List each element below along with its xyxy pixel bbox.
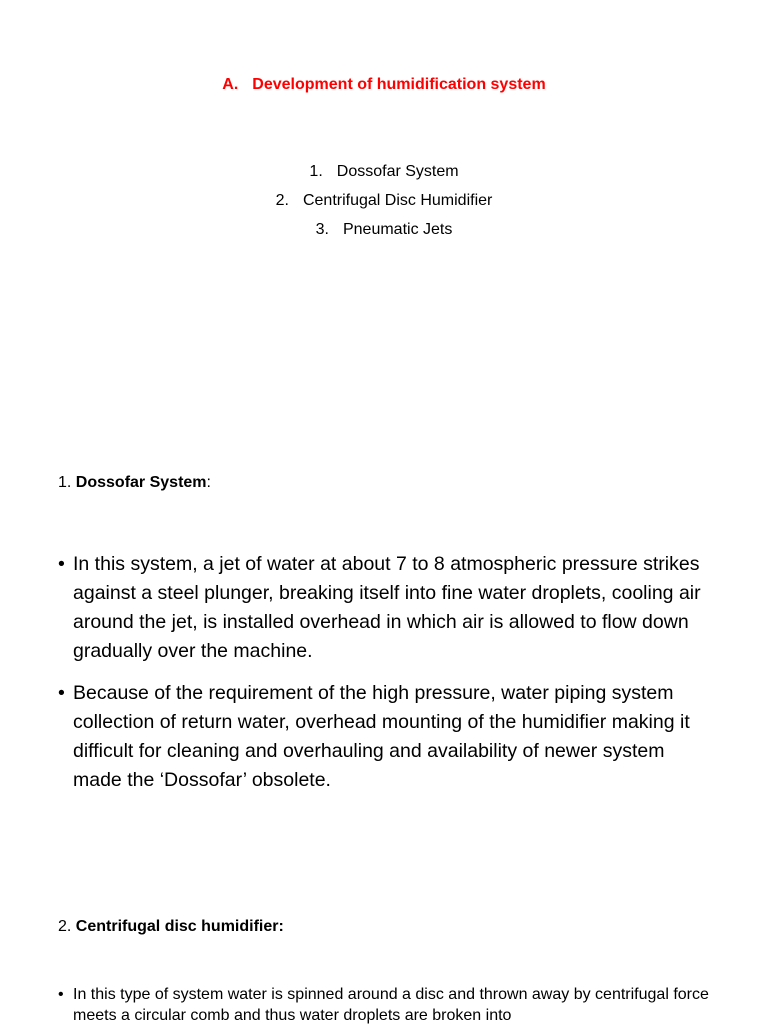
list-item: 2. Centrifugal Disc Humidifier: [275, 192, 493, 209]
bullet-item: [58, 679, 718, 795]
heading-text: Development of humidification system: [252, 76, 546, 93]
section-title-dossofar: 1. Dossofar System:: [58, 474, 211, 491]
system-list: [0, 160, 768, 247]
bullet-text: In this system, a jet of water at about 7 to 8 atmospheric pressure strikes against a steel plunger, breaking itself into fine water droplets, cooling air around the jet, is installed overhead in which air is allowed to flow down gradually over the machine.: [73, 553, 701, 662]
centrifugal-bullet-list: [58, 984, 718, 1024]
bullet-text: In this type of system water is spinned around a disc and thrown away by centrifugal force meets a circular comb and thus water droplets are broken into: [73, 986, 709, 1024]
list-item: 1. Dossofar System: [309, 163, 459, 180]
section-title-centrifugal: 2. Centrifugal disc humidifier:: [58, 918, 284, 935]
dossofar-bullet-list: [58, 550, 718, 808]
bullet-glyph: •: [58, 553, 65, 575]
bullet-glyph: •: [58, 986, 64, 1003]
bullet-item: [58, 550, 718, 666]
bullet-item: [58, 984, 718, 1024]
bullet-glyph: •: [58, 682, 65, 704]
list-item: 3. Pneumatic Jets: [315, 221, 453, 238]
section-heading: [0, 76, 768, 94]
heading-marker: A.: [222, 76, 239, 93]
bullet-text: Because of the requirement of the high pressure, water piping system collection of return water, overhead mounting of the humidifier making it difficult for cleaning and overhauling and availability of newer system made the ‘Dossofar’ obsolete.: [73, 682, 690, 791]
